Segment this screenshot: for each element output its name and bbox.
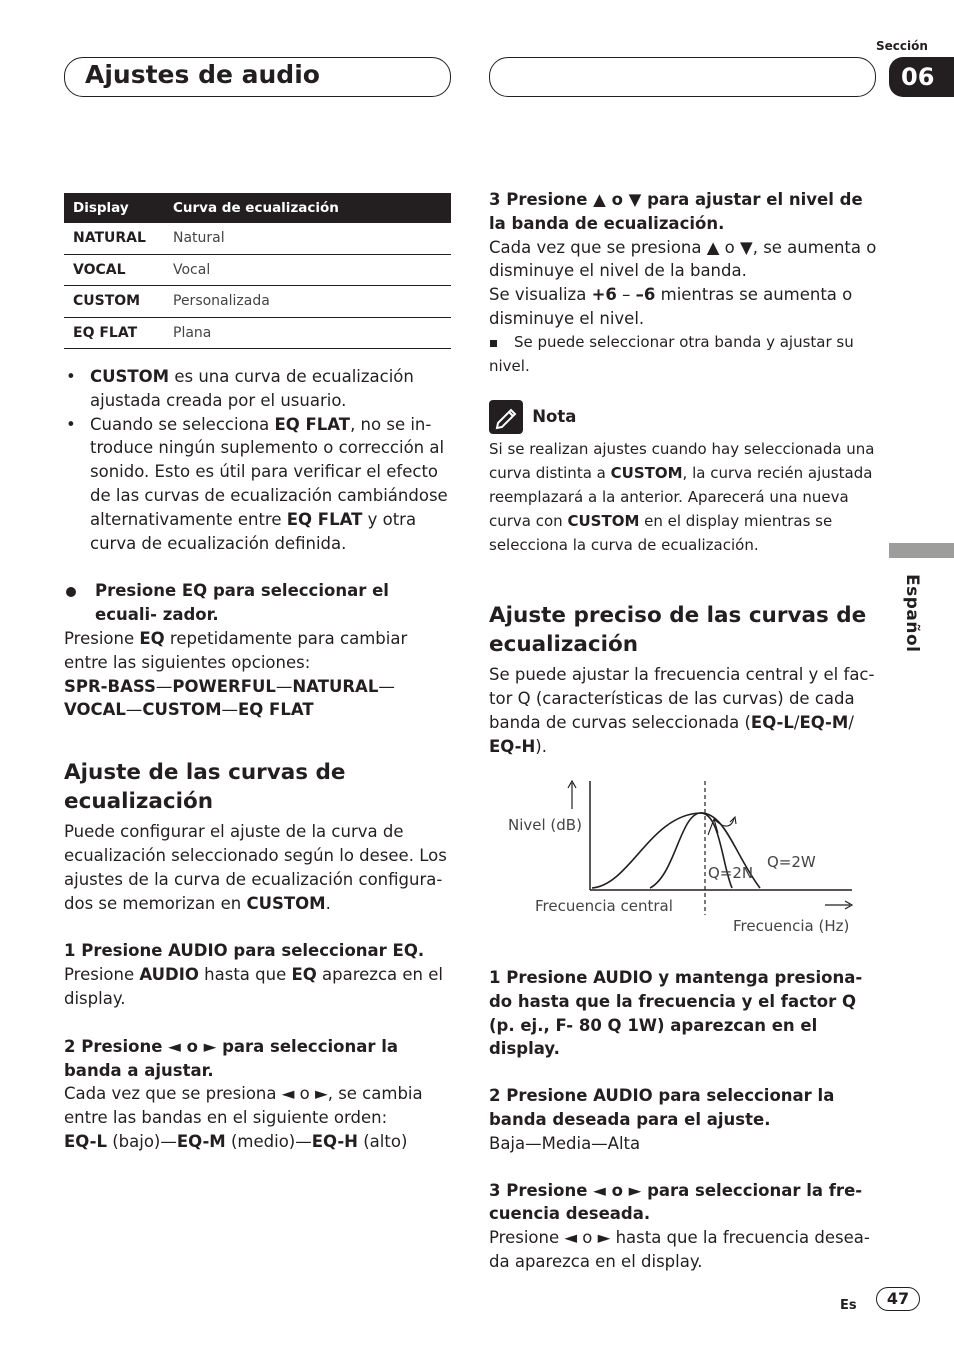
section-number: 06: [889, 57, 954, 97]
table-row: [64, 254, 451, 286]
step-heading: 2 Presione AUDIO para seleccionar la banda deseada para el ajuste.: [489, 1086, 835, 1129]
section-label: Sección: [876, 39, 928, 53]
paragraph: Se visualiza +6 – –6 mientras se aumenta o disminuye el nivel.: [489, 285, 853, 328]
table-cell: EQ FLAT: [64, 317, 164, 349]
paragraph: Cada vez que se presiona ◄ o ►, se cambia entre las bandas en el siguiente orden:: [64, 1084, 423, 1128]
step-heading: 3 Presione ▲ o ▼ para ajustar el nivel de la banda de ecualización.: [489, 190, 863, 233]
footer-language: Es: [840, 1298, 857, 1313]
page-number: 47: [876, 1287, 920, 1311]
eq-curve-diagram: [500, 775, 870, 945]
paragraph: Presione AUDIO hasta que EQ aparezca en el display.: [64, 965, 443, 1008]
right-column-lower: [489, 966, 881, 1274]
header-right-frame: [489, 57, 876, 97]
eq-table: [64, 193, 451, 349]
note-heading: Nota: [489, 398, 881, 434]
table-cell: Personalizada: [164, 286, 451, 318]
label-q2n: Q=2N: [708, 864, 754, 882]
paragraph: Presione ◄ o ► hasta que la frecuencia desea- da aparezca en el display.: [489, 1228, 870, 1271]
step-heading: 2 Presione ◄ o ► para seleccionar la banda a ajustar.: [64, 1036, 399, 1080]
language-tab-marker: [889, 543, 954, 558]
square-bullet-icon: [490, 340, 497, 347]
section-heading: Ajuste de las curvas de ecualización: [64, 760, 346, 815]
band-sequence: EQ-L (bajo)—EQ-M (medio)—EQ-H (alto): [64, 1131, 408, 1151]
table-cell: CUSTOM: [64, 286, 164, 318]
table-cell: Plana: [164, 317, 451, 349]
left-column: [64, 365, 454, 1154]
step-heading: 1 Presione AUDIO y mantenga presiona- do hasta que la frecuencia y el factor Q (p. ej., F- 80 Q 1W) aparezcan en el display.: [489, 968, 863, 1059]
paragraph: Cada vez que se presiona ▲ o ▼, se aumenta o disminuye el nivel de la banda.: [489, 237, 877, 281]
press-eq-text: Presione EQ repetidamente para cambiar entre las siguientes opciones:: [64, 628, 408, 672]
table-header: Display: [64, 193, 164, 223]
list-item: • Cuando se selecciona EQ FLAT, no se in- troduce ningún suplemento o corrección al sonido. Esto es útil para verificar el efecto de las curvas de ecualización cambiándose alternativamente entre EQ FLAT y otra curva de ecualización definida.: [64, 413, 454, 556]
paragraph: Puede configurar el ajuste de la curva de ecualización seleccionado según lo desee. Los ajustes de la curva de ecualización configura- dos se memorizan en CUSTOM.: [64, 822, 447, 913]
list-item: • CUSTOM es una curva de ecualización ajustada creada por el usuario.: [64, 365, 454, 413]
bullet-list: [64, 365, 454, 555]
axis-label-level: Nivel (dB): [508, 816, 582, 834]
press-eq-heading: Presione EQ para seleccionar el ecuali- zador.: [64, 579, 454, 627]
language-tab-label: Español: [902, 574, 922, 653]
table-row: [64, 286, 451, 318]
note-text: Si se realizan ajustes cuando hay seleccionada una curva distinta a CUSTOM, la curva recién ajustada reemplazará a la anterior. Aparecerá una nueva curva con CUSTOM en el display mientras se selecciona la curva de ecualización.: [489, 440, 875, 554]
table-header: Curva de ecualización: [164, 193, 451, 223]
paragraph: Baja—Media—Alta: [489, 1133, 641, 1153]
right-column: [489, 188, 881, 759]
pencil-note-icon: [489, 400, 523, 434]
table-cell: NATURAL: [64, 223, 164, 254]
paragraph: Se puede ajustar la frecuencia central y el fac- tor Q (características de las curvas) de cada banda de curvas seleccionada (EQ-L/EQ-M/ EQ-H).: [489, 665, 875, 756]
table-row: [64, 223, 451, 254]
page-title: Ajustes de audio: [85, 60, 320, 89]
table-cell: Natural: [164, 223, 451, 254]
table-header-row: [64, 193, 451, 223]
eq-sequence: SPR-BASS—POWERFUL—NATURAL—VOCAL—CUSTOM—EQ FLAT: [64, 676, 395, 720]
section-heading: Ajuste preciso de las curvas de ecualización: [489, 603, 867, 658]
table-cell: Vocal: [164, 254, 451, 286]
bullet-dot-icon: [66, 587, 76, 597]
label-q2w: Q=2W: [767, 853, 816, 871]
step-heading: 1 Presione AUDIO para seleccionar EQ.: [64, 941, 425, 961]
step-heading: 3 Presione ◄ o ► para seleccionar la fre- cuencia deseada.: [489, 1180, 863, 1224]
axis-label-frequency: Frecuencia (Hz): [733, 917, 850, 935]
table-row: [64, 317, 451, 349]
square-bullet-note: Se puede seleccionar otra banda y ajustar su nivel.: [489, 332, 854, 375]
label-center-frequency: Frecuencia central: [535, 897, 673, 915]
table-cell: VOCAL: [64, 254, 164, 286]
